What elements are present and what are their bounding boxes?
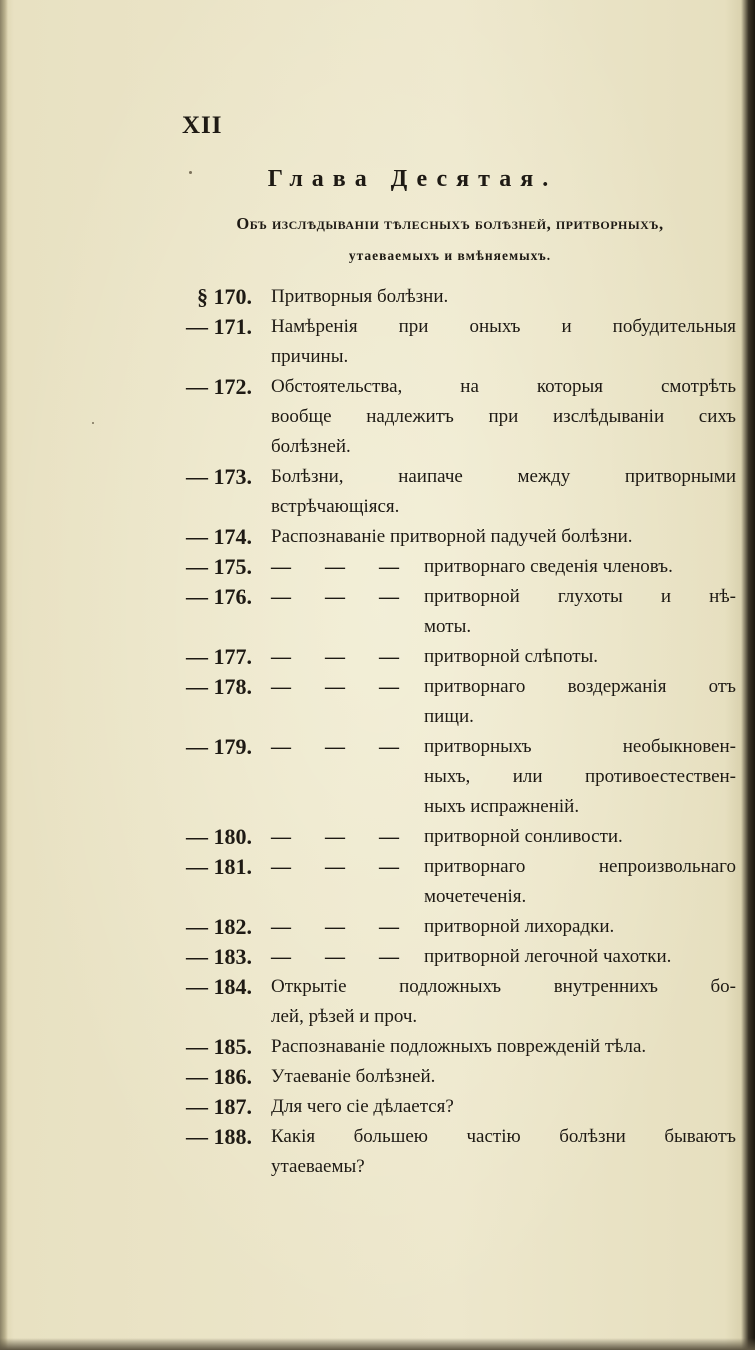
toc-entry-title [271, 312, 736, 372]
toc-entry-title-line: Распознаваніе подложныхъ поврежденій тѣла. [271, 1036, 647, 1057]
toc-entry-number: — 179. [186, 734, 252, 759]
toc-entry-title-line: Притворныя болѣзни. [271, 286, 449, 307]
toc-entry-number: — 180. [186, 824, 252, 849]
ditto-dash: — [325, 586, 345, 608]
ditto-dash: — [379, 916, 399, 938]
toc-entry-number: — 182. [186, 914, 252, 939]
toc-entry-title-line: вообще надлежитъ при изслѣдываніи сихъ [271, 406, 736, 427]
toc-entry-title [424, 912, 736, 942]
toc-entry-title-line: притворной легочной чахотки. [424, 946, 672, 967]
toc-entry-number: — 187. [186, 1094, 252, 1119]
toc-entry-number: — 173. [186, 464, 252, 489]
ditto-dash: — [325, 946, 345, 968]
toc-entry-title [424, 942, 736, 972]
toc-entry-title-line: притворнаго воздержанія отъ [424, 676, 736, 697]
toc-entry-title-line: моты. [424, 616, 472, 637]
ditto-dash: — [271, 736, 291, 758]
ditto-dash: — [325, 676, 345, 698]
toc-entry-title-line: притворной лихорадки. [424, 916, 615, 937]
toc-entry-title-line: встрѣчающіяся. [271, 496, 400, 517]
toc-entry-title [271, 282, 736, 312]
ditto-dashes [271, 642, 399, 672]
toc-entry-title [271, 1122, 736, 1182]
toc-entry-title [271, 462, 736, 522]
toc-entry-number: — 172. [186, 374, 252, 399]
ditto-dash: — [271, 586, 291, 608]
toc-entry-number: — 185. [186, 1034, 252, 1059]
chapter-subtitle-line-2: утаеваемыхъ и вмѣняемыхъ. [348, 248, 552, 263]
ditto-dash: — [325, 856, 345, 878]
ditto-dashes [271, 672, 399, 702]
toc-entry-number: — 181. [186, 854, 252, 879]
toc-entry-title-line: притворной слѣпоты. [424, 646, 599, 667]
chapter-title: Глава Десятая. [267, 166, 558, 192]
toc-entry-title-line: пищи. [424, 706, 474, 727]
page-number: XII [182, 112, 223, 139]
toc-entry-title-line: лей, рѣзей и проч. [271, 1006, 418, 1027]
ditto-dash: — [379, 676, 399, 698]
ditto-dash: — [271, 916, 291, 938]
ditto-dash: — [379, 856, 399, 878]
toc-entry-title-line: болѣзней. [271, 436, 351, 457]
toc-entry-number: — 171. [186, 314, 252, 339]
toc-entry-title [271, 1032, 736, 1062]
ditto-dash: — [379, 586, 399, 608]
ditto-dash: — [271, 676, 291, 698]
toc-entry-title [424, 552, 736, 582]
toc-entry-title-line: Для чего сіе дѣлается? [271, 1096, 454, 1117]
ditto-dashes [271, 942, 399, 972]
ditto-dash: — [325, 736, 345, 758]
page-left-edge [0, 0, 8, 1350]
ditto-dash: — [379, 556, 399, 578]
toc-entry-title [271, 1092, 736, 1122]
toc-entry-title [424, 642, 736, 672]
ditto-dash: — [379, 826, 399, 848]
ditto-dash: — [271, 646, 291, 668]
toc-entry-title-line: притворнаго сведенія членовъ. [424, 556, 673, 577]
ditto-dash: — [325, 826, 345, 848]
toc-entry-title-line: притворной глухоты и нѣ- [424, 586, 736, 607]
ditto-dash: — [271, 556, 291, 578]
ditto-dashes [271, 552, 399, 582]
toc-entry-title-line: Болѣзни, наипаче между притворными [271, 466, 736, 487]
toc-entry-number: — 175. [186, 554, 252, 579]
toc-entry-title-line: Обстоятельства, на которыя смотрѣть [271, 376, 736, 397]
ditto-dashes [271, 852, 399, 882]
toc-entry-number: — 186. [186, 1064, 252, 1089]
toc-entry-title [271, 972, 736, 1032]
ditto-dash: — [379, 946, 399, 968]
toc-entry-title-line: притворныхъ необыкновен- [424, 736, 736, 757]
ditto-dash: — [325, 916, 345, 938]
toc-entry-title [271, 372, 736, 462]
toc-entry-title-line: ныхъ, или противоестествен- [424, 766, 736, 787]
ditto-dashes [271, 732, 399, 762]
toc-entry-title-line: Намѣренія при оныхъ и побудительныя [271, 316, 736, 337]
ditto-dash: — [325, 556, 345, 578]
toc-entry-title-line: Какія большею частію болѣзни бываютъ [271, 1126, 736, 1147]
ditto-dashes [271, 822, 399, 852]
toc-entry-title-line: причины. [271, 346, 349, 367]
toc-entry-title-line: ныхъ испражненій. [424, 796, 580, 817]
toc-entry-title [424, 822, 736, 852]
ink-speck [92, 422, 94, 424]
page-right-edge [741, 0, 755, 1350]
toc-entry-title [424, 582, 736, 642]
toc-entry-number: — 177. [186, 644, 252, 669]
ditto-dashes [271, 582, 399, 612]
ditto-dash: — [271, 826, 291, 848]
toc-entry-title [424, 732, 736, 822]
toc-entry-number: — 174. [186, 524, 252, 549]
toc-entry-title [424, 852, 736, 912]
toc-entry-title-line: Распознаваніе притворной падучей болѣзни. [271, 526, 633, 547]
ditto-dash: — [379, 646, 399, 668]
ditto-dash: — [271, 856, 291, 878]
toc-entry-number: — 188. [186, 1124, 252, 1149]
toc-entry-number: — 178. [186, 674, 252, 699]
toc-entry-title-line: притворнаго непроизвольнаго [424, 856, 736, 877]
toc-entry-title-line: мочетеченія. [424, 886, 527, 907]
toc-entry-number: — 176. [186, 584, 252, 609]
toc-entry-title-line: Утаеваніе болѣзней. [271, 1066, 436, 1087]
toc-entry-number: § 170. [197, 284, 252, 309]
toc-entry-title [271, 522, 736, 552]
ditto-dashes [271, 912, 399, 942]
page-bottom-edge [0, 1338, 755, 1350]
ditto-dash: — [325, 646, 345, 668]
toc-entry-title [271, 1062, 736, 1092]
toc-entry-title-line: утаеваемы? [271, 1156, 365, 1177]
toc-entry-title [424, 672, 736, 732]
chapter-subtitle-line-1: Объ изслѣдываніи тѣлесныхъ болѣзней, притворныхъ, [236, 214, 664, 233]
toc-entry-title-line: Открытіе подложныхъ внутреннихъ бо- [271, 976, 736, 997]
ditto-dash: — [379, 736, 399, 758]
ditto-dash: — [271, 946, 291, 968]
toc-entry-number: — 183. [186, 944, 252, 969]
toc-entry-number: — 184. [186, 974, 252, 999]
toc-entry-title-line: притворной сонливости. [424, 826, 623, 847]
